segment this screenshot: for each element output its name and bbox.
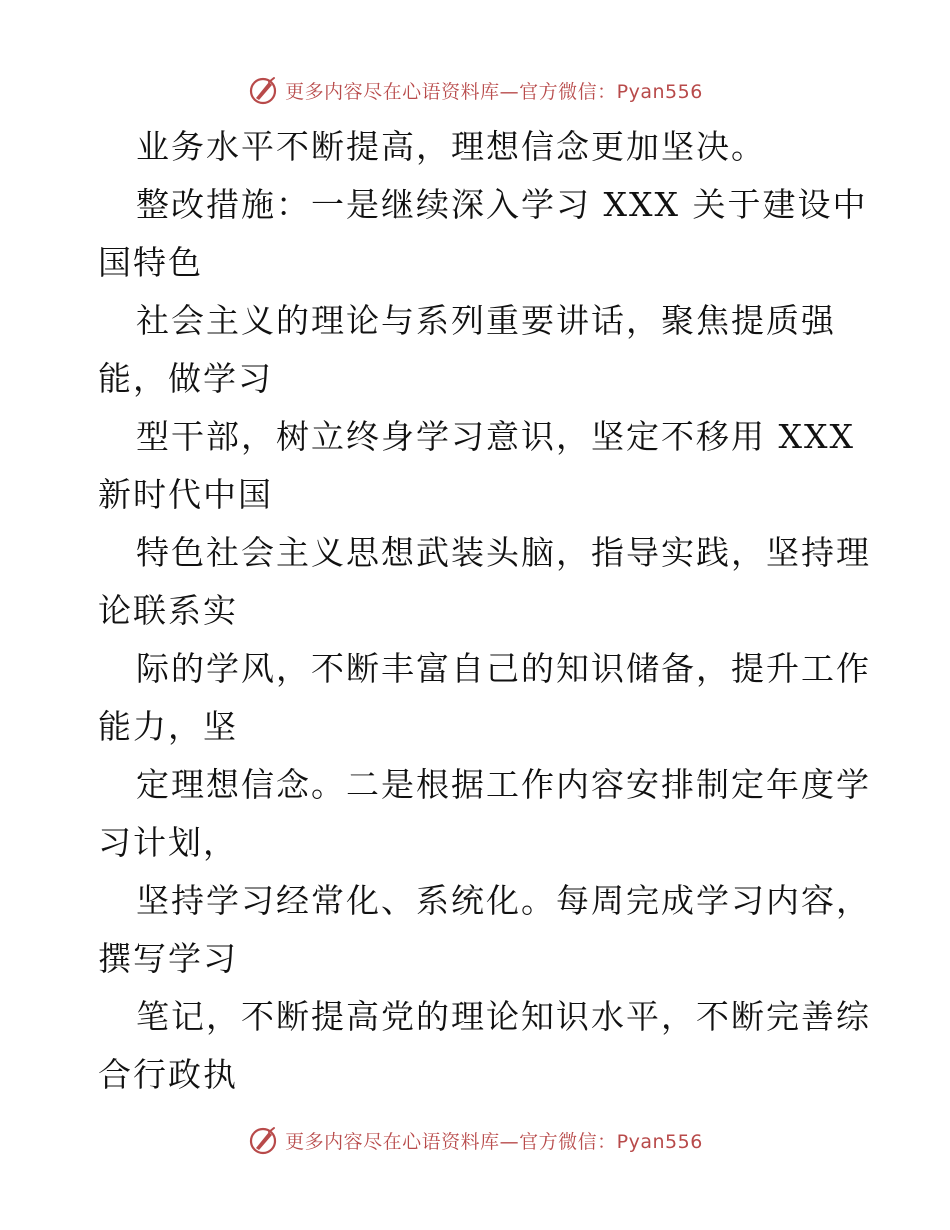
- text-line: 习计划，: [98, 823, 238, 862]
- document-body: [98, 118, 871, 1104]
- text-line: 坚持学习经常化、系统化。每周完成学习内容，: [136, 881, 871, 920]
- text-line: 型干部，树立终身学习意识，坚定不移用 XXX: [136, 417, 855, 456]
- text-line: 社会主义的理论与系列重要讲话，聚焦提质强: [136, 301, 836, 340]
- text-line: 特色社会主义思想武装头脑，指导实践，坚持理: [136, 533, 871, 572]
- text-line: 国特色: [98, 243, 203, 282]
- text-line: 定理想信念。二是根据工作内容安排制定年度学: [136, 765, 871, 804]
- watermark-header: [0, 70, 950, 110]
- watermark-text: 更多内容尽在心语资料库—官方微信：Pyan556: [285, 1130, 703, 1153]
- text-line: 能，做学习: [98, 359, 273, 398]
- text-line: 整改措施：一是继续深入学习 XXX 关于建设中: [136, 185, 868, 224]
- watermark-text: 更多内容尽在心语资料库—官方微信：Pyan556: [285, 80, 703, 103]
- quill-logo-icon: [247, 1124, 279, 1156]
- text-line: 笔记，不断提高党的理论知识水平，不断完善综: [136, 997, 871, 1036]
- watermark-footer: [0, 1120, 950, 1160]
- text-line: 论联系实: [98, 591, 238, 630]
- text-line: 际的学风，不断丰富自己的知识储备，提升工作: [136, 649, 871, 688]
- text-line: 业务水平不断提高，理想信念更加坚决。: [136, 127, 766, 166]
- text-line: 能力，坚: [98, 707, 238, 746]
- quill-logo-icon: [247, 74, 279, 106]
- text-line: 合行政执: [98, 1055, 238, 1094]
- text-line: 新时代中国: [98, 475, 273, 514]
- text-line: 撰写学习: [98, 939, 238, 978]
